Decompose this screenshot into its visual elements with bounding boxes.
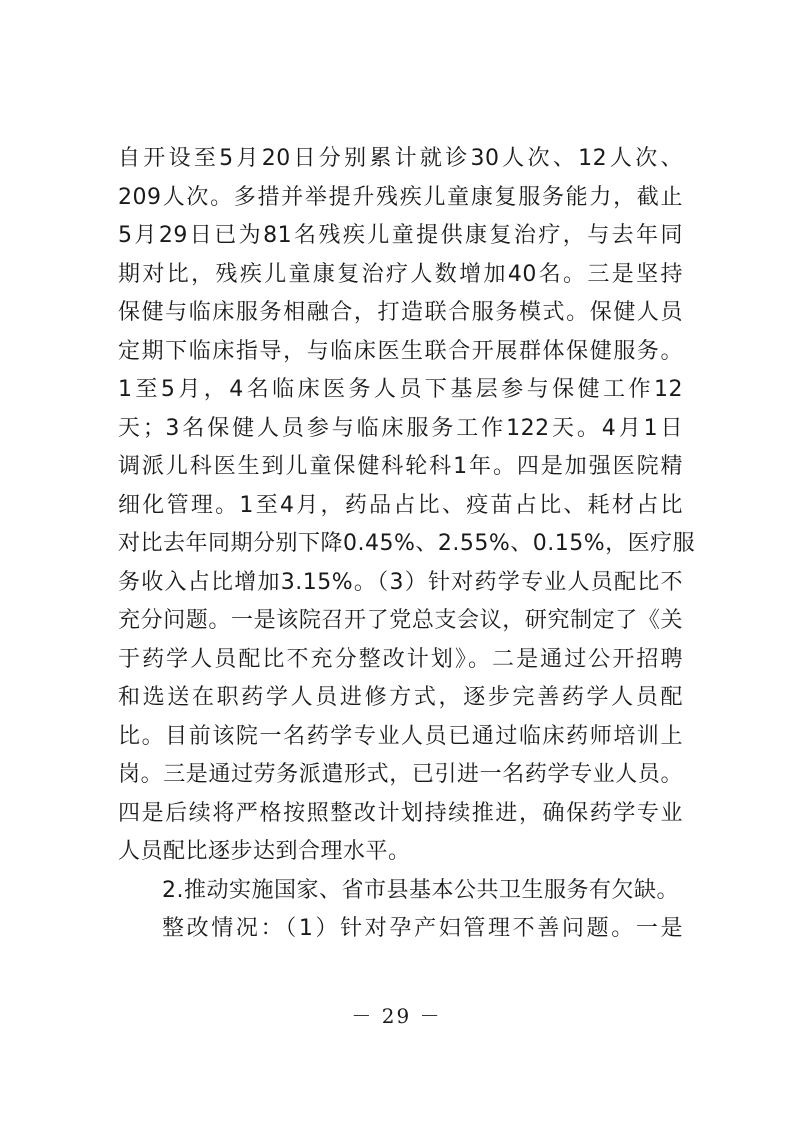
text-line-13: 充分问题。一是该院召开了党总支会议，研究制定了《关 [118,608,683,633]
text-line-4: 期对比，残疾儿童康复治疗人数增加40名。三是坚持 [118,261,683,287]
text-line-1: 自开设至5月20日分别累计就诊30人次、12人次、 [118,146,683,171]
text-line-2: 209人次。多措并举提升残疾儿童康复服务能力，截止 [118,184,683,210]
text-line-18: 四是后续将严格按照整改计划持续推进，确保药学专业 [118,800,683,826]
text-line-12: 务收入占比增加3.15%。（3）针对药学专业人员配比不 [118,569,683,595]
body-text [118,140,696,949]
text-line-11: 对比去年同期分别下降0.45%、2.55%、0.15%，医疗服 [118,531,696,556]
text-line-14: 于药学人员配比不充分整改计划》。二是通过公开招聘 [118,646,683,672]
page-number: － 29 － [351,1004,442,1028]
text-line-17: 岗。三是通过劳务派遣形式，已引进一名药学专业人员。 [118,762,683,787]
text-line-3: 5月29日已为81名残疾儿童提供康复治疗，与去年同 [118,223,683,248]
text-line-19: 人员配比逐步达到合理水平。 [118,839,411,864]
text-line-8: 天；3名保健人员参与临床服务工作122天。4月1日 [118,415,683,441]
section-heading: 2.推动实施国家、省市县基本公共卫生服务有欠缺。 [162,877,679,903]
text-line-5: 保健与临床服务相融合，打造联合服务模式。保健人员 [118,300,683,325]
text-line-16: 比。目前该院一名药学专业人员已通过临床药师培训上 [118,723,683,749]
text-line-7: 1至5月，4名临床医务人员下基层参与保健工作12 [118,377,683,402]
text-line-6: 定期下临床指导，与临床医生联合开展群体保健服务。 [118,338,683,364]
text-line-10: 细化管理。1至4月，药品占比、疫苗占比、耗材占比 [118,492,683,518]
text-line-21: 整改情况：（1）针对孕产妇管理不善问题。一是 [162,916,683,941]
text-line-9: 调派儿科医生到儿童保健科轮科1年。四是加强医院精 [118,454,683,479]
text-line-15: 和选送在职药学人员进修方式，逐步完善药学人员配 [118,685,683,710]
